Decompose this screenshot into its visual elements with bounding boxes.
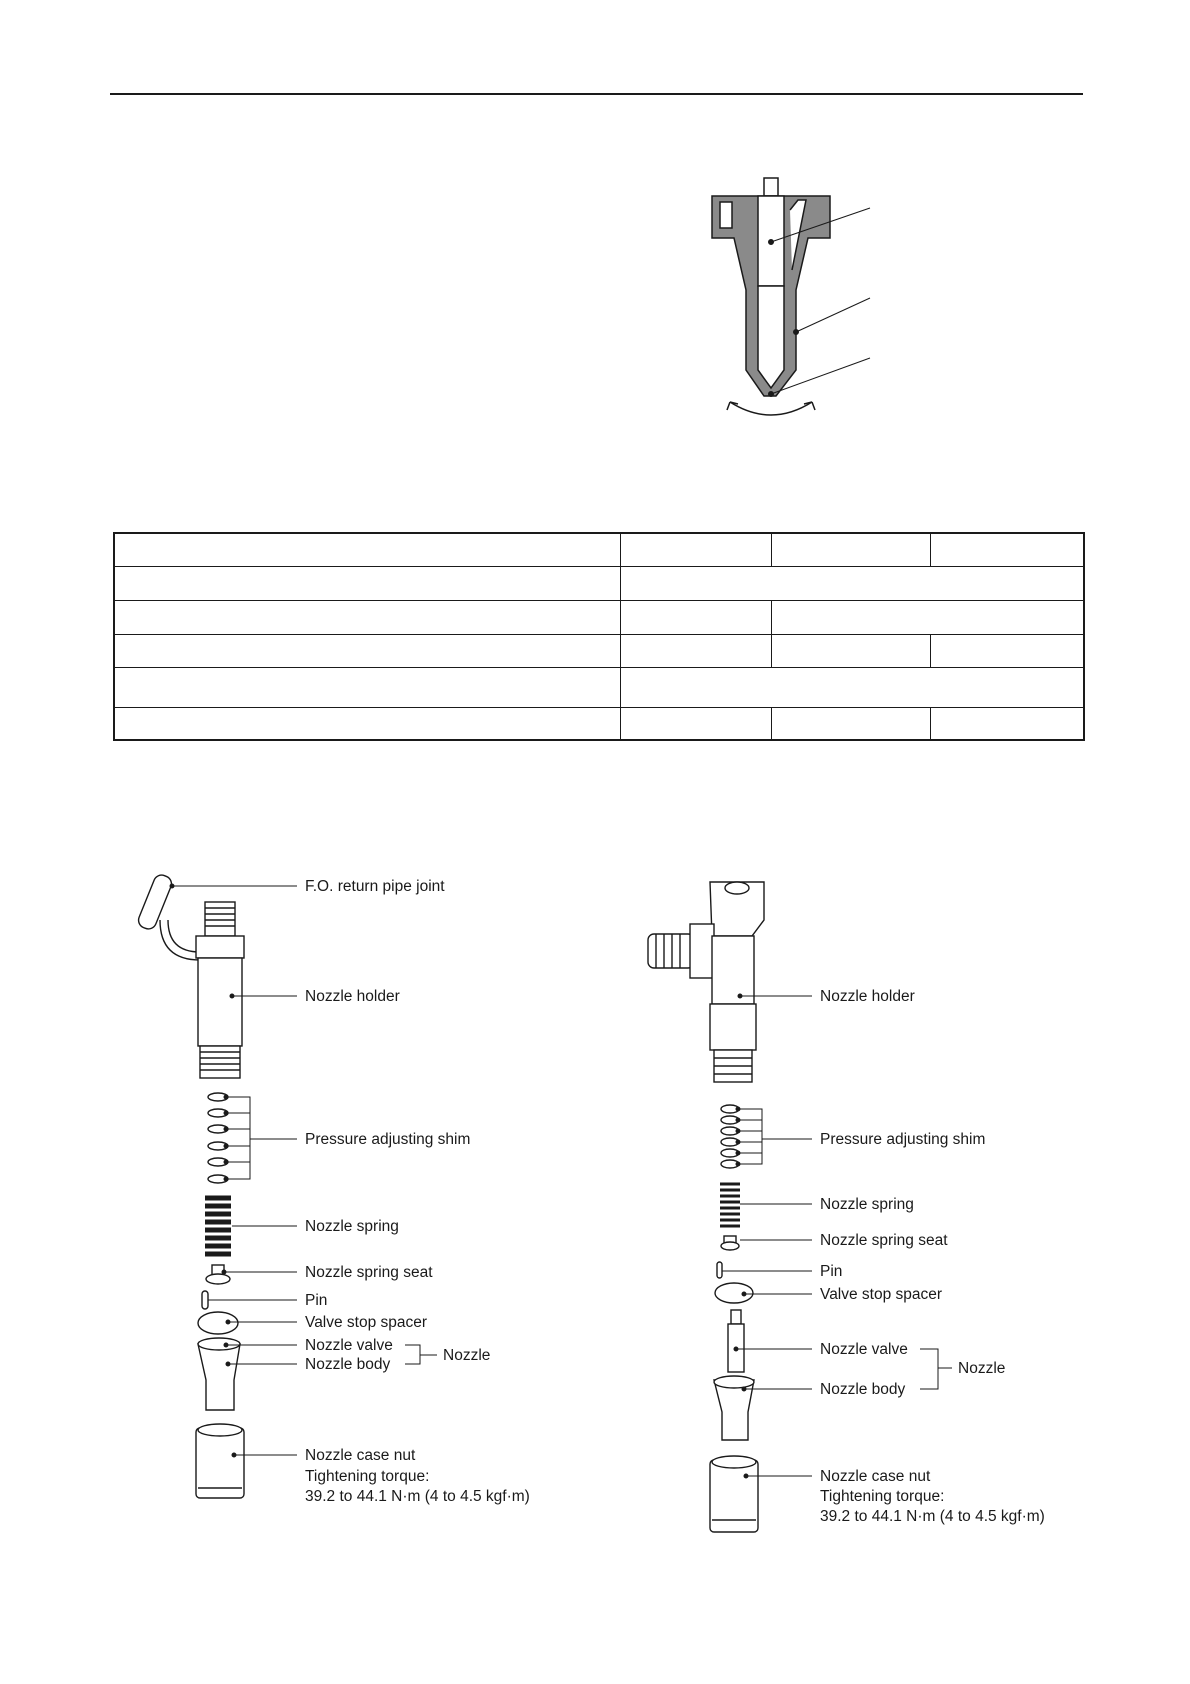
left-label-nozzle-body: Nozzle body <box>305 1356 391 1373</box>
right-label-nozzle-holder: Nozzle holder <box>820 988 915 1005</box>
left-parts-drawing <box>136 873 244 1498</box>
left-label-return-pipe-joint: F.O. return pipe joint <box>305 878 445 895</box>
right-label-valve-stop-spacer: Valve stop spacer <box>820 1286 943 1303</box>
table-cell <box>114 533 621 566</box>
table-row <box>114 600 1084 634</box>
table-cell <box>931 634 1085 667</box>
table-cell <box>114 566 621 600</box>
table-cell <box>114 667 621 707</box>
table-row <box>114 634 1084 667</box>
left-label-pressure-shim: Pressure adjusting shim <box>305 1131 471 1148</box>
right-label-torque-value: 39.2 to 44.1 N·m (4 to 4.5 kgf·m) <box>820 1508 1045 1525</box>
right-label-nozzle-spring: Nozzle spring <box>820 1196 914 1213</box>
left-label-nozzle-group: Nozzle <box>443 1347 491 1364</box>
table-row <box>114 707 1084 740</box>
left-label-nozzle-holder: Nozzle holder <box>305 988 400 1005</box>
left-label-case-nut: Nozzle case nut <box>305 1447 416 1464</box>
table-cell <box>931 533 1085 566</box>
right-assembly <box>648 882 1045 1532</box>
table-row <box>114 533 1084 566</box>
right-label-pressure-shim: Pressure adjusting shim <box>820 1131 986 1148</box>
table-cell <box>772 634 931 667</box>
left-label-torque-value: 39.2 to 44.1 N·m (4 to 4.5 kgf·m) <box>305 1488 530 1505</box>
table-cell <box>621 600 772 634</box>
table-row <box>114 566 1084 600</box>
table-cell <box>114 707 621 740</box>
right-label-nozzle-valve: Nozzle valve <box>820 1341 908 1358</box>
right-label-nozzle-body: Nozzle body <box>820 1381 906 1398</box>
table-cell <box>114 600 621 634</box>
table-cell <box>772 600 1085 634</box>
right-label-case-nut: Nozzle case nut <box>820 1468 931 1485</box>
table-cell <box>772 533 931 566</box>
left-label-torque-title: Tightening torque: <box>305 1468 430 1485</box>
table-cell <box>114 634 621 667</box>
table-cell <box>621 533 772 566</box>
table-cell <box>772 707 931 740</box>
table-cell <box>621 707 772 740</box>
right-label-spring-seat: Nozzle spring seat <box>820 1232 948 1249</box>
table-cell <box>621 566 1085 600</box>
left-label-pin: Pin <box>305 1292 328 1309</box>
left-label-valve-stop-spacer: Valve stop spacer <box>305 1314 428 1331</box>
right-label-nozzle-group: Nozzle <box>958 1360 1006 1377</box>
right-label-pin: Pin <box>820 1263 843 1280</box>
right-parts-drawing <box>648 882 764 1532</box>
table-cell <box>621 667 1085 707</box>
table-row <box>114 667 1084 707</box>
header-rule <box>110 93 1083 95</box>
nozzle-cross-section-figure <box>680 170 880 440</box>
right-label-torque-title: Tightening torque: <box>820 1488 945 1505</box>
table-cell <box>931 707 1085 740</box>
left-label-spring-seat: Nozzle spring seat <box>305 1264 433 1281</box>
left-assembly <box>136 873 530 1505</box>
left-label-nozzle-spring: Nozzle spring <box>305 1218 399 1235</box>
left-label-nozzle-valve: Nozzle valve <box>305 1337 393 1354</box>
nozzle-spec-table <box>113 532 1085 741</box>
exploded-views <box>0 860 1190 1540</box>
table-cell <box>621 634 772 667</box>
